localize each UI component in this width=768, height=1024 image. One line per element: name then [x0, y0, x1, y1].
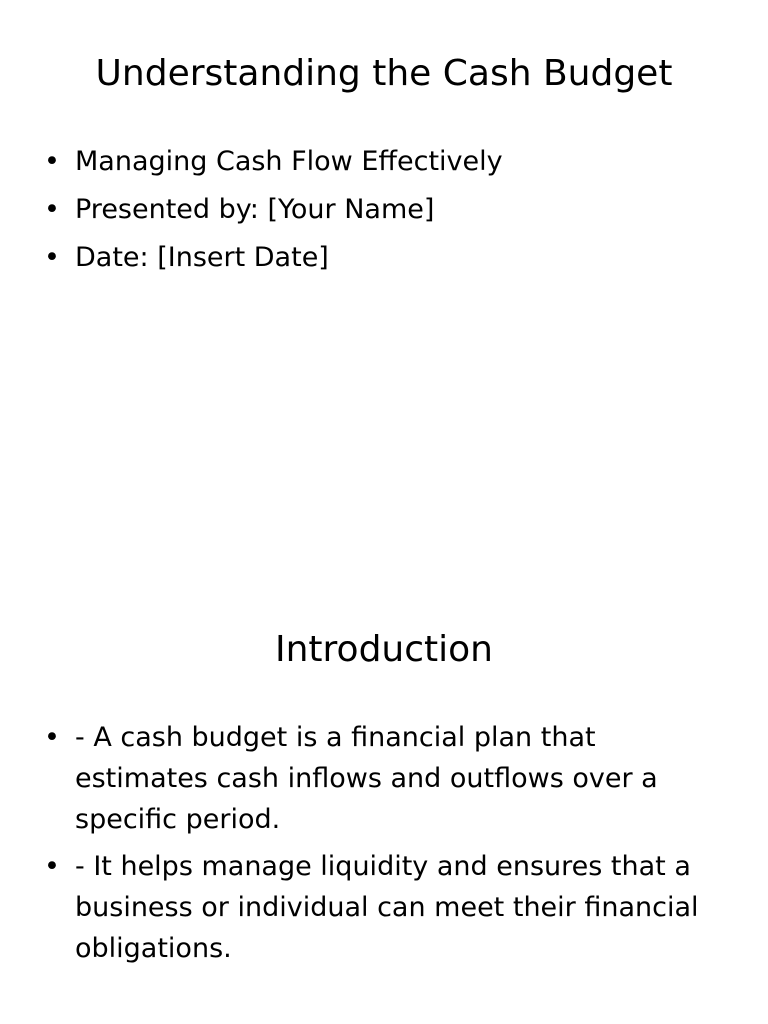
bullet-icon: •	[44, 146, 60, 177]
bullet-item	[44, 189, 724, 230]
bullet-icon: •	[44, 722, 60, 753]
bullet-item	[44, 717, 724, 840]
bullet-text: - It helps manage liquidity and ensures that a business or individual can meet their financial obligations.	[75, 851, 699, 964]
bullet-item	[44, 846, 724, 969]
slide-title: Understanding the Cash Budget	[95, 53, 673, 94]
bullet-text: - A cash budget is a financial plan that estimates cash inflows and outflows over a specific period.	[75, 722, 658, 835]
bullet-list	[44, 141, 724, 285]
bullet-icon: •	[44, 851, 60, 882]
slide-title: Introduction	[274, 629, 493, 670]
bullet-item	[44, 237, 724, 278]
bullet-text: Date: [Insert Date]	[75, 242, 329, 273]
bullet-icon: •	[44, 242, 60, 273]
bullet-icon: •	[44, 194, 60, 225]
bullet-text: Presented by: [Your Name]	[75, 194, 435, 225]
slide-introduction	[0, 576, 768, 1024]
bullet-text: Managing Cash Flow Effectively	[75, 146, 503, 177]
bullet-list	[44, 717, 724, 975]
bullet-item	[44, 141, 724, 182]
